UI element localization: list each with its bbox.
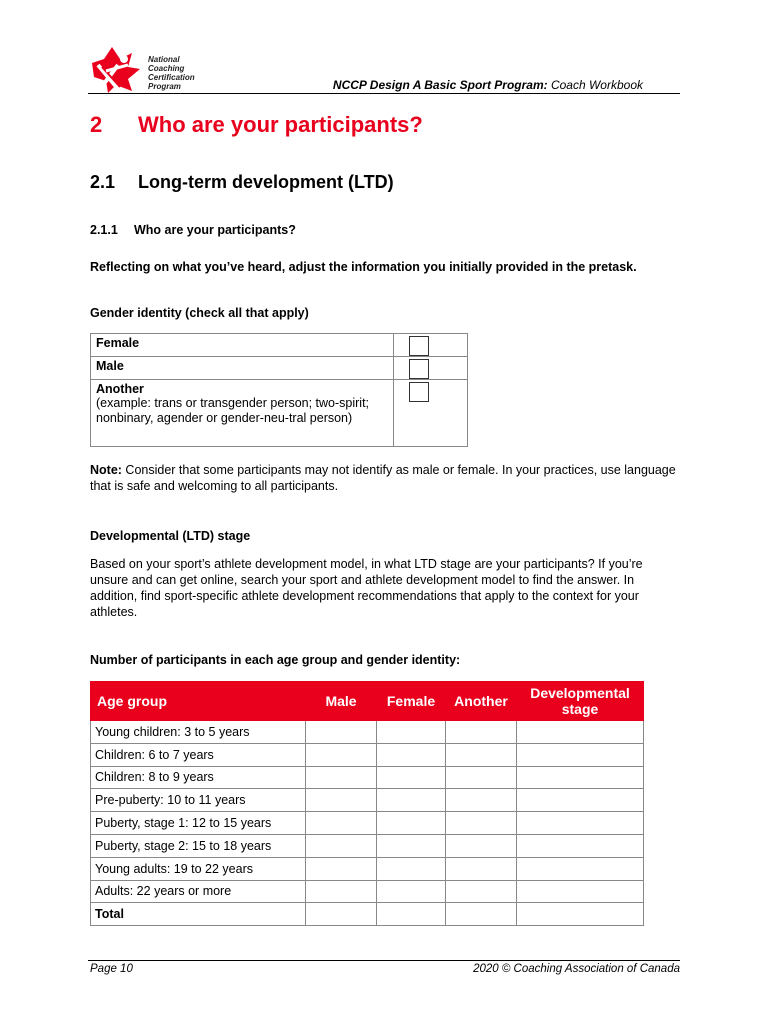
note-paragraph: [90, 462, 680, 494]
intro-paragraph: Reflecting on what you’ve heard, adjust the information you initially provided in the pretask.: [90, 260, 637, 274]
logo-line: Program: [148, 82, 181, 91]
table-row: [91, 880, 644, 903]
another-input-cell[interactable]: [446, 743, 517, 766]
female-input-cell[interactable]: [377, 834, 446, 857]
gender-checkbox-cell: [394, 334, 468, 357]
age-group-cell: Young adults: 19 to 22 years: [91, 857, 306, 880]
gender-detail: (example: trans or transgender person; two-spirit; nonbinary, agender or gender-neu-tral person): [96, 396, 370, 425]
column-header-male: Male: [306, 682, 377, 721]
age-group-cell: Puberty, stage 1: 12 to 15 years: [91, 812, 306, 835]
developmental-stage-input-cell[interactable]: [517, 880, 644, 903]
note-label: Note:: [90, 463, 122, 477]
another-input-cell[interactable]: [446, 834, 517, 857]
gender-label: Male: [91, 357, 394, 380]
male-input-cell[interactable]: [306, 812, 377, 835]
male-input-cell[interactable]: [306, 903, 377, 926]
another-input-cell[interactable]: [446, 789, 517, 812]
another-input-cell[interactable]: [446, 857, 517, 880]
subsection-number: 2.1: [90, 172, 116, 192]
section-title: Who are your participants?: [138, 112, 423, 137]
logo-line: National: [148, 55, 180, 64]
subsection-title: Long-term development (LTD): [138, 172, 394, 192]
age-group-table: [90, 681, 644, 926]
page-number: Page 10: [90, 963, 133, 975]
age-group-cell: Young children: 3 to 5 years: [91, 721, 306, 744]
column-header-female: Female: [377, 682, 446, 721]
female-input-cell[interactable]: [377, 743, 446, 766]
column-header-another: Another: [446, 682, 517, 721]
male-checkbox[interactable]: [409, 359, 429, 379]
another-input-cell[interactable]: [446, 903, 517, 926]
gender-label-cell: [91, 380, 394, 447]
gender-label: Another: [96, 382, 144, 396]
gender-row: [91, 380, 468, 447]
age-group-cell: Children: 8 to 9 years: [91, 766, 306, 789]
gender-checkbox-cell: [394, 380, 468, 447]
female-input-cell[interactable]: [377, 857, 446, 880]
age-group-cell: Puberty, stage 2: 15 to 18 years: [91, 834, 306, 857]
developmental-stage-input-cell[interactable]: [517, 857, 644, 880]
subsubsection-title: Who are your participants?: [134, 223, 296, 237]
logo-line: Coaching: [148, 64, 185, 73]
subsubsection-heading: [90, 223, 296, 237]
male-input-cell[interactable]: [306, 857, 377, 880]
female-input-cell[interactable]: [377, 721, 446, 744]
table-row: [91, 857, 644, 880]
column-header-age-group: Age group: [91, 682, 306, 721]
ltd-paragraph: Based on your sport’s athlete development model, in what LTD stage are your participants? If you’re unsure and can get online, search your sport and athlete development model to find the answer. In addition, find sport-specific athlete development recommendations that apply to the context for your athletes.: [90, 557, 643, 619]
gender-checkbox-cell: [394, 357, 468, 380]
another-checkbox[interactable]: [409, 382, 429, 402]
table-row: [91, 834, 644, 857]
age-group-cell: Pre-puberty: 10 to 11 years: [91, 789, 306, 812]
logo-wordmark: [148, 55, 195, 91]
another-input-cell[interactable]: [446, 880, 517, 903]
another-input-cell[interactable]: [446, 721, 517, 744]
female-input-cell[interactable]: [377, 880, 446, 903]
male-input-cell[interactable]: [306, 880, 377, 903]
section-number: 2: [90, 112, 103, 137]
developmental-stage-input-cell[interactable]: [517, 766, 644, 789]
subsubsection-number: 2.1.1: [90, 223, 118, 237]
male-input-cell[interactable]: [306, 789, 377, 812]
male-input-cell[interactable]: [306, 721, 377, 744]
age-table-heading: Number of participants in each age group and gender identity:: [90, 653, 461, 667]
developmental-stage-input-cell[interactable]: [517, 834, 644, 857]
female-checkbox[interactable]: [409, 336, 429, 356]
female-input-cell[interactable]: [377, 812, 446, 835]
gender-heading: Gender identity (check all that apply): [90, 306, 309, 320]
footer-divider: [88, 960, 680, 961]
developmental-stage-input-cell[interactable]: [517, 812, 644, 835]
header-divider: [88, 93, 680, 94]
ltd-heading: Developmental (LTD) stage: [90, 529, 251, 543]
table-row: [91, 743, 644, 766]
table-row: [91, 766, 644, 789]
another-input-cell[interactable]: [446, 812, 517, 835]
copyright: 2020 © Coaching Association of Canada: [473, 963, 680, 975]
gender-label: Female: [91, 334, 394, 357]
developmental-stage-input-cell[interactable]: [517, 721, 644, 744]
table-row: [91, 789, 644, 812]
developmental-stage-input-cell[interactable]: [517, 903, 644, 926]
male-input-cell[interactable]: [306, 766, 377, 789]
header-title-rest: Coach Workbook: [547, 78, 643, 92]
age-group-cell: Children: 6 to 7 years: [91, 743, 306, 766]
developmental-stage-input-cell[interactable]: [517, 743, 644, 766]
table-header-row: [91, 682, 644, 721]
male-input-cell[interactable]: [306, 743, 377, 766]
note-text: Consider that some participants may not identify as male or female. In your practices, use language that is safe and welcoming to all participants.: [90, 463, 676, 493]
male-input-cell[interactable]: [306, 834, 377, 857]
column-header-developmental-stage: Developmental stage: [517, 682, 644, 721]
gender-row: [91, 357, 468, 380]
header-title-bold: NCCP Design A Basic Sport Program:: [332, 78, 548, 92]
another-input-cell[interactable]: [446, 766, 517, 789]
table-row: [91, 721, 644, 744]
female-input-cell[interactable]: [377, 766, 446, 789]
developmental-stage-input-cell[interactable]: [517, 789, 644, 812]
age-table-body: [91, 721, 644, 926]
female-input-cell[interactable]: [377, 903, 446, 926]
age-group-cell: Total: [91, 903, 306, 926]
table-row: [91, 903, 644, 926]
gender-row: [91, 334, 468, 357]
running-header: [250, 78, 643, 92]
female-input-cell[interactable]: [377, 789, 446, 812]
table-row: [91, 812, 644, 835]
age-group-cell: Adults: 22 years or more: [91, 880, 306, 903]
maple-leaf-logo-icon: [88, 45, 148, 95]
logo-line: Certification: [148, 73, 195, 82]
gender-table: [90, 333, 468, 447]
